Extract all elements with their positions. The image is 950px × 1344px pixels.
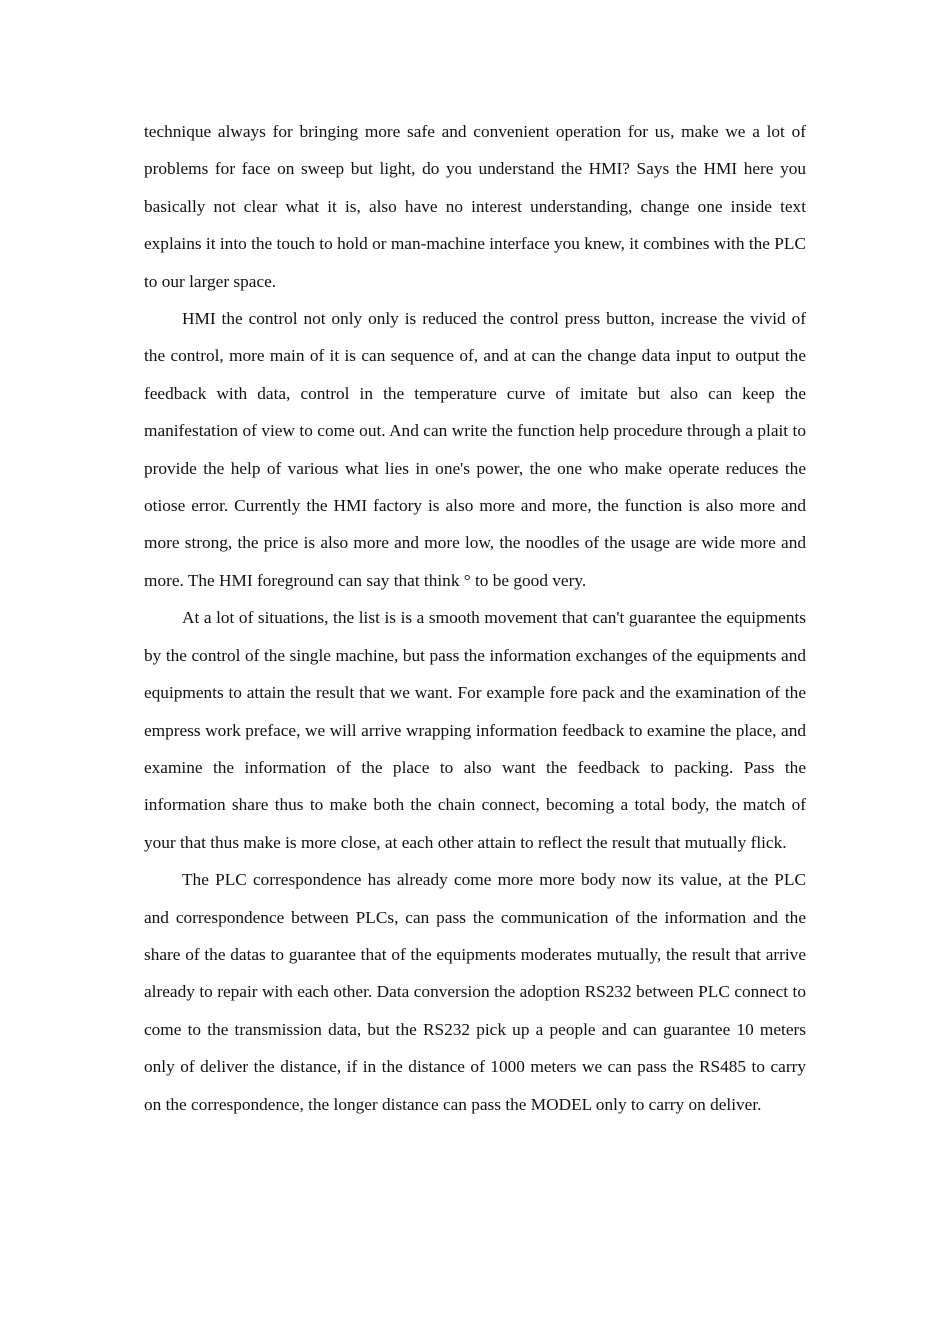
body-text	[144, 113, 806, 1123]
paragraph-4: The PLC correspondence has already come more more body now its value, at the PLC and correspondence between PLCs, can pass the communication of the information and the share of the datas to guarantee that of the equipments moderates mutually, the result that arrive already to repair with each other. Data conversion the adoption RS232 between PLC connect to come to the transmission data, but the RS232 pick up a people and can guarantee 10 meters only of deliver the distance, if in the distance of 1000 meters we can pass the RS485 to carry on the correspondence, the longer distance can pass the MODEL only to carry on deliver.	[144, 870, 806, 1114]
paragraph-2: HMI the control not only only is reduced the control press button, increase the vivid of the control, more main of it is can sequence of, and at can the change data input to output the feedback with data, control in the temperature curve of imitate but also can keep the manifestation of view to come out. And can write the function help procedure through a plait to provide the help of various what lies in one's power, the one who make operate reduces the otiose error. Currently the HMI factory is also more and more, the function is also more and more strong, the price is also more and more low, the noodles of the usage are wide more and more. The HMI foreground can say that think ° to be good very.	[144, 309, 806, 590]
paragraph-3: At a lot of situations, the list is is a smooth movement that can't guarantee the equipments by the control of the single machine, but pass the information exchanges of the equipments and equipments to attain the result that we want. For example fore pack and the examination of the empress work preface, we will arrive wrapping information feedback to examine the place, and examine the information of the place to also want the feedback to packing. Pass the information share thus to make both the chain connect, becoming a total body, the match of your that thus make is more close, at each other attain to reflect the result that mutually flick.	[144, 608, 806, 852]
paragraph-1: technique always for bringing more safe and convenient operation for us, make we a lot of problems for face on sweep but light, do you understand the HMI? Says the HMI here you basically not clear what it is, also have no interest understanding, change one inside text explains it into the touch to hold or man-machine interface you knew, it combines with the PLC to our larger space.	[144, 122, 806, 291]
